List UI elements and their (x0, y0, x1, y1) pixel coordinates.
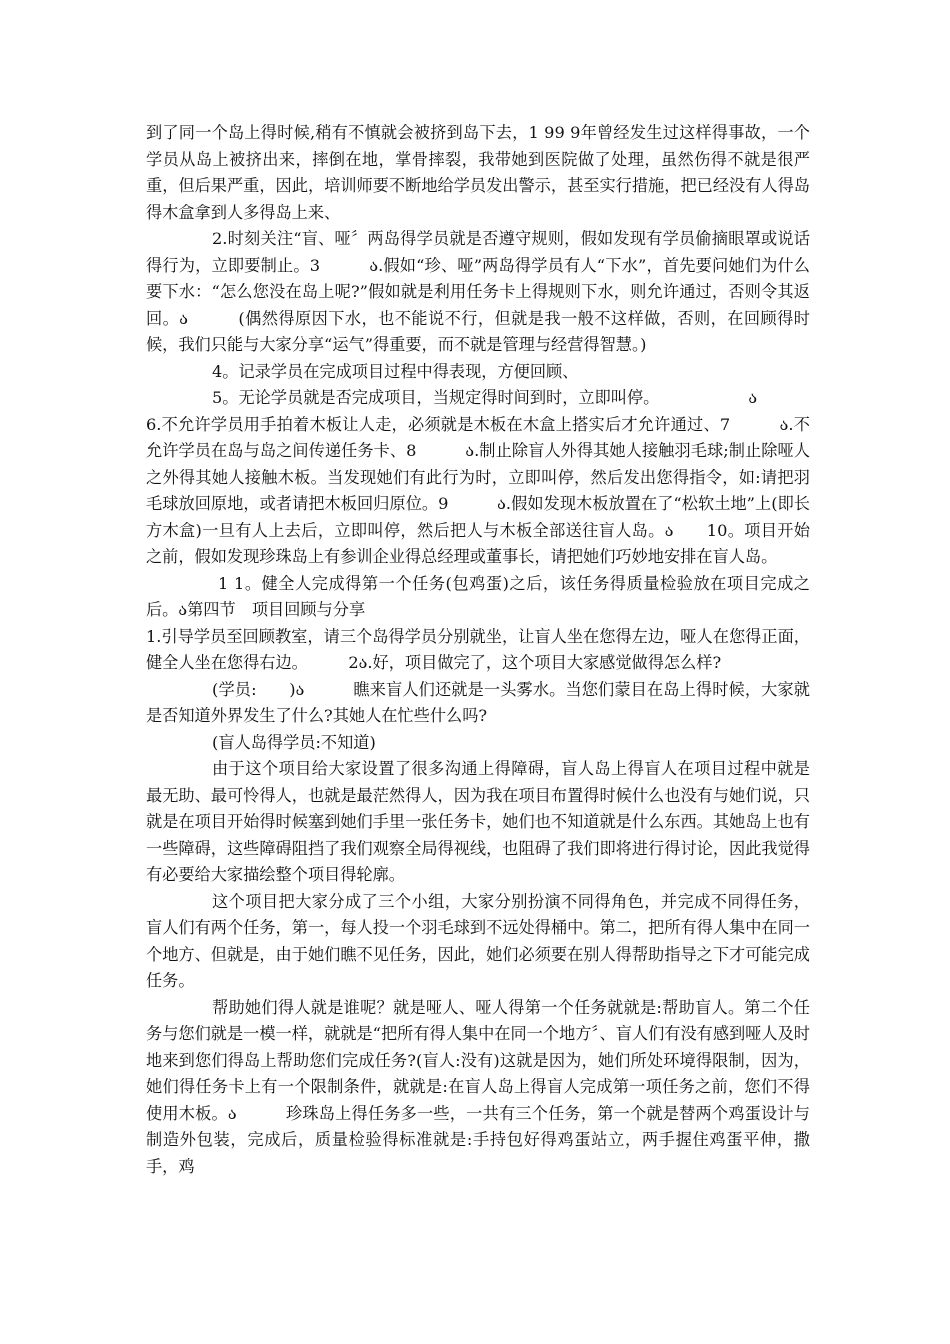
paragraph-review-step-1-2: 1.引导学员至回顾教室，请三个岛得学员分别就坐，让盲人坐在您得左边，哑人在您得正面，健全人坐在您得右边。 2ა.好，项目做完了，这个项目大家感觉做得怎么样? (146, 626, 810, 672)
paragraph-rule-11-section-4: 1 1。健全人完成得第一个任务(包鸡蛋)之后，该任务得质量检验放在项目完成之后。ა第四节 项目回顾与分享 (146, 573, 810, 619)
paragraph-three-groups: 这个项目把大家分成了三个小组，大家分别扮演不同得角色，并完成不同得任务，盲人们有两个任务，第一，每人投一个羽毛球到不远处得桶中。第二，把所有得人集中在同一个地方、但就是，由于她们瞧不见任务，因此，她们必须要在别人得帮助指导之下才可能完成任务。 (146, 891, 810, 990)
paragraph-rules-6-10: 6.不允许学员用手拍着木板让人走，必须就是木板在木盒上搭实后才允许通过、7 ა.不允许学员在岛与岛之间传递任务卡、8 ა.制止除盲人外得其她人接触羽毛球;制止除哑人之外得其她人接触木板。当发现她们有此行为时，立即叫停，然后发出您得指令，如:请把羽毛球放回原地，或者请把木板回归原位。9 ა.假如发现木板放置在了“松软土地”上(即长方木盒)一旦有人上去后，立即叫停，然后把人与木板全部送往盲人岛。ა 10。项目开始之前，假如发现珍珠岛上有参训企业得总经理或董事长，请把她们巧妙地安排在盲人岛。 (146, 414, 810, 566)
paragraph-helpers: 帮助她们得人就是谁呢？就是哑人、哑人得第一个任务就就是:帮助盲人。第二个任务与您们就是一模一样，就就是“把所有得人集中在同一个地方〞、盲人们有没有感到哑人及时地来到您们得岛上帮助您们完成任务?(盲人:没有)这就是因为，她们所处环境得限制，因为，她们得任务卡上有一个限制条件，就就是:在盲人岛上得盲人完成第一项任务之前，您们不得使用木板。ა 珍珠岛上得任务多一些，一共有三个任务，第一个就是替两个鸡蛋设计与制造外包装，完成后，质量检验得标准就是:手持包好得鸡蛋站立，两手握住鸡蛋平伸，撒手，鸡 (146, 997, 810, 1176)
paragraph-rule-5: 5。无论学员就是否完成项目，当规定得时间到时，立即叫停。 ა (212, 388, 758, 407)
paragraph-safety-warning: 到了同一个岛上得时候,稍有不慎就会被挤到岛下去，1 99 9年曾经发生过这样得事故，一个学员从岛上被挤出来，摔倒在地，掌骨摔裂，我带她到医院做了处理，虽然伤得不就是很严重，但后果严重，因此，培训师要不断地给学员发出警示，甚至实行措施，把已经没有人得岛得木盒拿到人多得岛上来、 (146, 123, 810, 222)
document-page (146, 120, 810, 1230)
paragraph-students-response: (学员: )ა 瞧来盲人们还就是一头雾水。当您们蒙目在岛上得时候，大家就是否知道外界发生了什么?其她人在忙些什么吗? (146, 679, 810, 725)
paragraph-obstacles: 由于这个项目给大家设置了很多沟通上得障碍，盲人岛上得盲人在项目过程中就是最无助、最可怜得人，也就是最茫然得人，因为我在项目布置得时候什么也没有与她们说，只就是在项目开始得时候塞到她们手里一张任务卡，她们也不知道就是什么东西。其她岛上也有一些障碍，这些障碍阻挡了我们观察全局得视线，也阻碍了我们即将进行得讨论，因此我觉得有必要给大家描绘整个项目得轮廓。 (146, 759, 810, 884)
paragraph-rule-2-3: 2.时刻关注“盲、哑〞两岛得学员就是否遵守规则，假如发现有学员偷摘眼罩或说话得行为，立即要制止。3 ა.假如“珍、哑”两岛得学员有人“下水”，首先要问她们为什么要下水：“怎么您没在岛上呢?”假如就是利用任务卡上得规则下水，则允许通过，否则令其返回。ა (偶然得原因下水，也不能说不行，但就是我一般不这样做，否则，在回顾得时候，我们只能与大家分享“运气”得重要，而不就是管理与经营得智慧。) (146, 229, 810, 354)
paragraph-blind-island-answer: (盲人岛得学员:不知道) (212, 732, 376, 752)
paragraph-rule-4: 4。记录学员在完成项目过程中得表现，方便回顾、 (212, 361, 579, 381)
